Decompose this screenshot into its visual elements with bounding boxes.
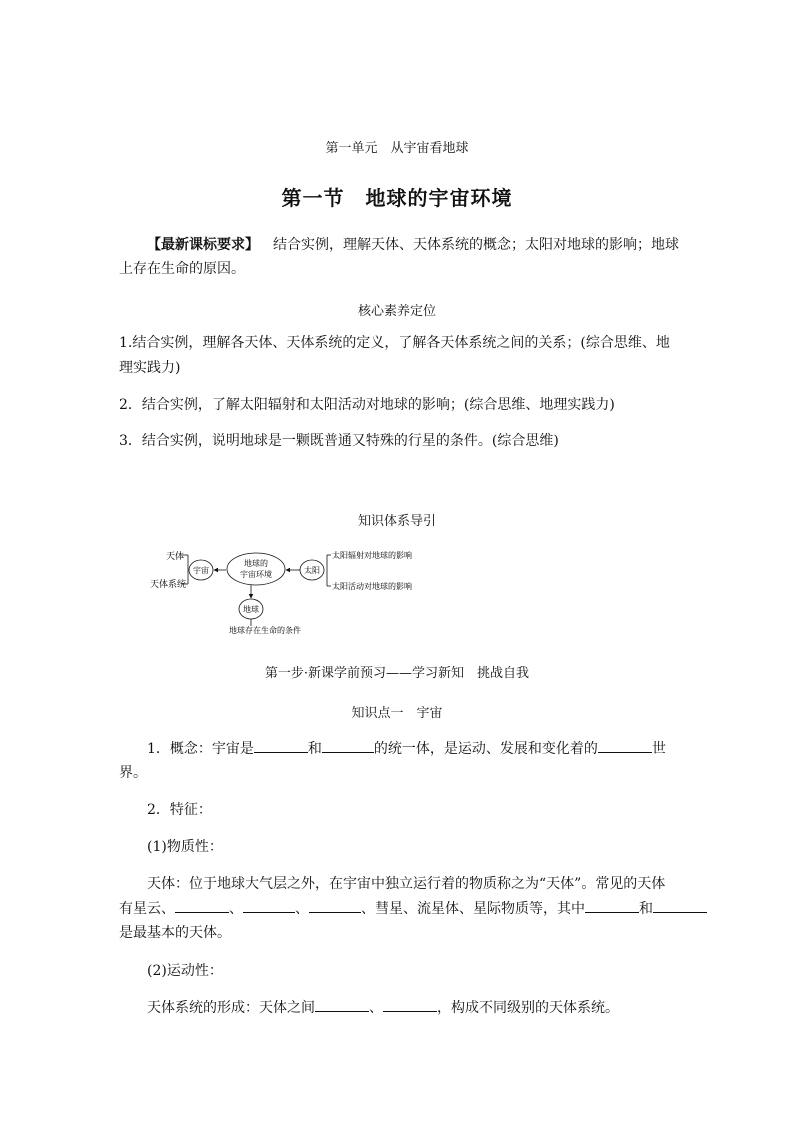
item2: 2．特征： bbox=[147, 802, 212, 818]
section-title: 第一节 地球的宇宙环境 bbox=[281, 186, 513, 210]
tianti-part-b: 、彗星、流星体、星际物质等，其中 bbox=[361, 901, 585, 917]
item1-part-c: 的统一体，是运动、发展和变化着的 bbox=[373, 741, 598, 757]
requirements-line1 bbox=[147, 232, 679, 258]
tianti-line2 bbox=[119, 896, 707, 922]
tianti-part-a: 有星云、 bbox=[119, 901, 175, 917]
item1-part-a: 1．概念：宇宙是 bbox=[147, 741, 254, 757]
core-item-1-line2: 理实践力) bbox=[119, 360, 181, 376]
requirements-line2: 上存在生命的原因。 bbox=[119, 261, 245, 277]
diagram-universe: 宇宙 bbox=[193, 566, 209, 575]
requirements-text: 结合实例，理解天体、天体系统的概念；太阳对地球的影响；地球 bbox=[273, 237, 679, 253]
tianti-line3: 是最基本的天体。 bbox=[119, 925, 231, 941]
unit-title: 第一单元 从宇宙看地球 bbox=[325, 141, 469, 156]
item1-line2: 界。 bbox=[119, 765, 147, 781]
core-item-3: 3．结合实例，说明地球是一颗既普通又特殊的行星的条件。(综合思维) bbox=[119, 433, 559, 449]
knowledge-heading: 知识体系导引 bbox=[357, 514, 436, 529]
blank-10 bbox=[383, 997, 437, 1012]
diagram-sun: 太阳 bbox=[304, 566, 320, 575]
item1-part-b: 和 bbox=[307, 741, 322, 757]
tianti-sep-1: 、 bbox=[229, 901, 243, 917]
diagram-left-bottom: 天体系统 bbox=[150, 580, 187, 590]
diagram-right-bottom: 太阳活动对地球的影响 bbox=[332, 582, 412, 591]
blank-1 bbox=[254, 738, 308, 753]
diagram-center-node bbox=[227, 553, 285, 585]
step-title: 第一步·新课学前预习——学习新知 挑战自我 bbox=[264, 666, 530, 681]
blank-7 bbox=[585, 898, 639, 913]
tianti-line1: 天体：位于地球大气层之外，在宇宙中独立运行着的物质称之为“天体”。常见的天体 bbox=[147, 876, 666, 892]
core-heading: 核心素养定位 bbox=[357, 304, 436, 319]
diagram-center-line2: 宇宙环境 bbox=[240, 570, 272, 579]
sub2: (2)运动性： bbox=[147, 963, 223, 979]
system-line bbox=[147, 995, 619, 1021]
system-part-b: 、 bbox=[369, 1000, 383, 1016]
blank-4 bbox=[175, 898, 229, 913]
blank-8 bbox=[653, 898, 707, 913]
blank-2 bbox=[322, 738, 374, 753]
core-item-1-line1: 1.结合实例，理解各天体、天体系统的定义，了解各天体系统之间的关系；(综合思维、地 bbox=[119, 335, 670, 351]
diagram-left-top: 天体 bbox=[166, 552, 185, 562]
knowledge-point-title: 知识点一 宇宙 bbox=[351, 706, 443, 721]
system-part-a: 天体系统的形成：天体之间 bbox=[147, 1000, 315, 1016]
tianti-part-c: 和 bbox=[639, 901, 653, 917]
item1-line1 bbox=[147, 736, 666, 762]
tianti-sep-2: 、 bbox=[295, 901, 309, 917]
item1-part-d: 世 bbox=[651, 741, 666, 757]
core-item-2: 2．结合实例，了解太阳辐射和太阳活动对地球的影响；(综合思维、地理实践力) bbox=[119, 397, 615, 413]
blank-5 bbox=[243, 898, 295, 913]
requirements-label: 【最新课标要求】 bbox=[147, 237, 259, 253]
diagram-bottom: 地球存在生命的条件 bbox=[229, 626, 301, 635]
diagram-right-top: 太阳辐射对地球的影响 bbox=[332, 551, 412, 560]
blank-3 bbox=[598, 738, 652, 753]
blank-9 bbox=[315, 997, 369, 1012]
knowledge-diagram bbox=[150, 540, 440, 640]
blank-6 bbox=[309, 898, 361, 913]
diagram-center-line1: 地球的 bbox=[244, 559, 268, 568]
system-part-c: ，构成不同级别的天体系统。 bbox=[437, 1000, 619, 1016]
sub1: (1)物质性： bbox=[147, 839, 223, 855]
diagram-earth: 地球 bbox=[243, 605, 259, 614]
